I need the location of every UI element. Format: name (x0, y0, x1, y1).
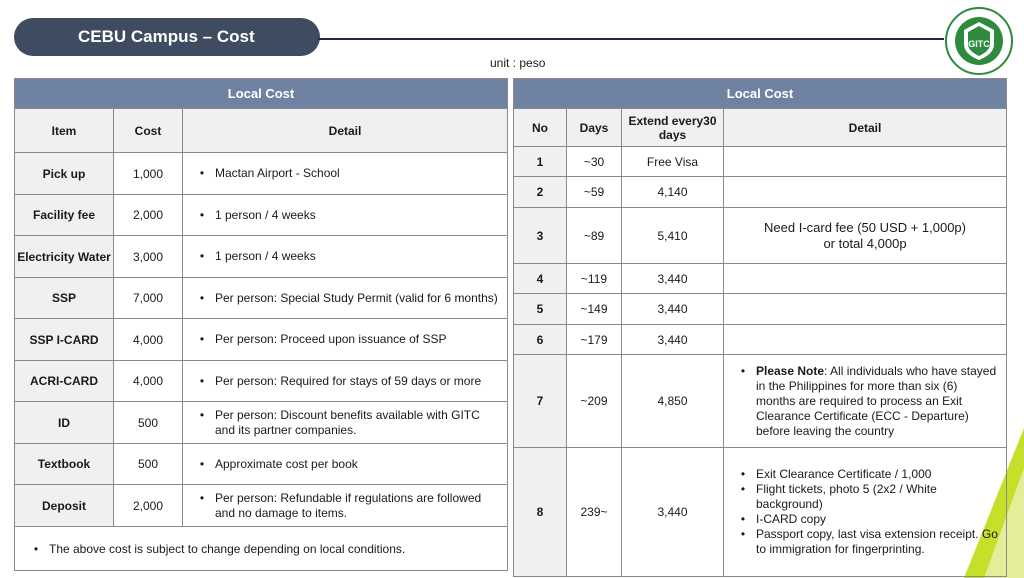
table-row (15, 195, 508, 236)
no-cell: 1 (514, 147, 567, 177)
detail-text: Per person: Refundable if regulations are followed and no damage to items. (215, 490, 482, 520)
item-cell: Textbook (15, 444, 114, 485)
days-cell: ~149 (567, 294, 622, 325)
detail-cell (724, 448, 1007, 577)
detail-cell (724, 325, 1007, 355)
list-item: • Exit Clearance Certificate / 1,000 (730, 467, 998, 482)
item-header: Item (15, 109, 114, 153)
no-cell: 8 (514, 448, 567, 577)
table-row (15, 236, 508, 278)
days-cell: ~30 (567, 147, 622, 177)
extend-cell: 3,440 (622, 325, 724, 355)
detail-cell (724, 177, 1007, 208)
extend-cell: 3,440 (622, 448, 724, 577)
detail-cell: • Per person: Proceed upon issuance of SSP (183, 319, 508, 361)
detail-text: Per person: Discount benefits available with GITC and its partner companies. (215, 407, 480, 437)
local-cost-table (14, 78, 508, 571)
no-cell: 2 (514, 177, 567, 208)
days-cell: 239~ (567, 448, 622, 577)
extend-header: Extend every30 days (622, 109, 724, 147)
visa-extension-table (513, 78, 1007, 577)
extend-cell: 4,140 (622, 177, 724, 208)
logo-text: GITC (968, 39, 990, 49)
detail-cell: Need I-card fee (50 USD + 1,000p) or total 4,000p (724, 208, 1007, 264)
no-cell: 5 (514, 294, 567, 325)
detail-cell: • 1 person / 4 weeks (183, 236, 508, 278)
note-cell: • The above cost is subject to change depending on local conditions. (15, 527, 508, 571)
list-item: • Passport copy, last visa extension receipt. Go to immigration for fingerprinting. (740, 527, 998, 556)
cost-cell: 7,000 (114, 278, 183, 319)
detail-cell (724, 264, 1007, 294)
required-documents-list (730, 467, 998, 557)
detail-text: 1 person / 4 weeks (215, 249, 316, 263)
list-item-text: Exit Clearance Certificate / 1,000 (756, 467, 932, 481)
cost-cell: 2,000 (114, 195, 183, 236)
cost-cell: 2,000 (114, 485, 183, 527)
detail-text: Mactan Airport - School (215, 166, 340, 180)
table-row (15, 319, 508, 361)
detail-cell (724, 294, 1007, 325)
detail-header: Detail (724, 109, 1007, 147)
extend-cell: 3,440 (622, 264, 724, 294)
cost-cell: 1,000 (114, 153, 183, 195)
cost-cell: 500 (114, 444, 183, 485)
detail-text: Per person: Required for stays of 59 days or more (215, 373, 482, 388)
page-title-text: CEBU Campus – Cost (78, 27, 255, 46)
table-row (15, 444, 508, 485)
item-cell: SSP (15, 278, 114, 319)
please-note-text: : All individuals who have stayed in the Philippines for more than six (6) months are required to process an Exit Clearance Certificate (ECC - Departure) before leaving the country (756, 363, 997, 438)
days-cell: ~179 (567, 325, 622, 355)
extend-cell: 4,850 (622, 355, 724, 448)
days-cell: ~209 (567, 355, 622, 448)
table-row (15, 361, 508, 402)
detail-cell: • Per person: Special Study Permit (valid for 6 months) (183, 278, 508, 319)
table-row (15, 278, 508, 319)
no-cell: 6 (514, 325, 567, 355)
table-row (15, 153, 508, 195)
table-row (514, 264, 1007, 294)
item-cell: SSP I-CARD (15, 319, 114, 361)
cost-cell: 500 (114, 402, 183, 444)
table-row (15, 485, 508, 527)
days-cell: ~59 (567, 177, 622, 208)
detail-cell: • Approximate cost per book (183, 444, 508, 485)
detail-cell (724, 147, 1007, 177)
table-row (514, 325, 1007, 355)
table-row (514, 448, 1007, 577)
cost-cell: 4,000 (114, 319, 183, 361)
table-row (514, 147, 1007, 177)
detail-text: 1 person / 4 weeks (215, 207, 316, 222)
item-cell: Electricity Water (15, 236, 114, 278)
detail-text: Approximate cost per book (215, 456, 358, 471)
no-header: No (514, 109, 567, 147)
item-cell: Facility fee (15, 195, 114, 236)
item-cell: ACRI-CARD (15, 361, 114, 402)
list-item-text: I-CARD copy (756, 512, 827, 526)
table-row (15, 402, 508, 444)
no-cell: 4 (514, 264, 567, 294)
page-title (14, 18, 320, 56)
please-note-label: Please Note (756, 363, 825, 378)
table-row (514, 177, 1007, 208)
note-row (15, 527, 508, 571)
title-divider-line (318, 38, 944, 40)
item-cell: Pick up (15, 153, 114, 195)
cost-cell: 4,000 (114, 361, 183, 402)
cost-cell: 3,000 (114, 236, 183, 278)
extend-cell: 5,410 (622, 208, 724, 264)
no-cell: 3 (514, 208, 567, 264)
detail-text: Per person: Proceed upon issuance of SSP (215, 332, 447, 346)
visa-cost-banner: Local Cost (514, 79, 1007, 109)
days-cell: ~89 (567, 208, 622, 264)
table-row (514, 208, 1007, 264)
gitc-logo (944, 6, 1014, 76)
extend-cell: 3,440 (622, 294, 724, 325)
extend-cell: Free Visa (622, 147, 724, 177)
detail-cell: • 1 person / 4 weeks (183, 195, 508, 236)
cost-header: Cost (114, 109, 183, 153)
item-cell: Deposit (15, 485, 114, 527)
detail-header: Detail (183, 109, 508, 153)
list-item: • Flight tickets, photo 5 (2x2 / White background) (730, 482, 998, 512)
detail-cell: • Please Note: All individuals who have stayed in the Philippines for more than six (6) months are required to process an Exit Clearance Certificate (ECC - Departure) before leaving the country (724, 355, 1007, 448)
table-row (514, 294, 1007, 325)
list-item-text: Flight tickets, photo 5 (2x2 / White background) (756, 482, 937, 511)
detail-cell: • Mactan Airport - School (183, 153, 508, 195)
local-cost-banner: Local Cost (15, 79, 508, 109)
unit-label: unit : peso (490, 56, 546, 70)
list-item: • I-CARD copy (730, 512, 998, 527)
table-row (514, 355, 1007, 448)
detail-text: Per person: Special Study Permit (valid for 6 months) (215, 290, 498, 305)
item-cell: ID (15, 402, 114, 444)
no-cell: 7 (514, 355, 567, 448)
detail-cell: • Per person: Refundable if regulations are followed and no damage to items. (183, 485, 508, 527)
days-header: Days (567, 109, 622, 147)
days-cell: ~119 (567, 264, 622, 294)
detail-cell: • Per person: Required for stays of 59 days or more (183, 361, 508, 402)
detail-cell: • Per person: Discount benefits available with GITC and its partner companies. (183, 402, 508, 444)
note-text: The above cost is subject to change depending on local conditions. (49, 541, 406, 556)
list-item-text: Passport copy, last visa extension receipt. Go to immigration for fingerprinting. (756, 527, 998, 556)
